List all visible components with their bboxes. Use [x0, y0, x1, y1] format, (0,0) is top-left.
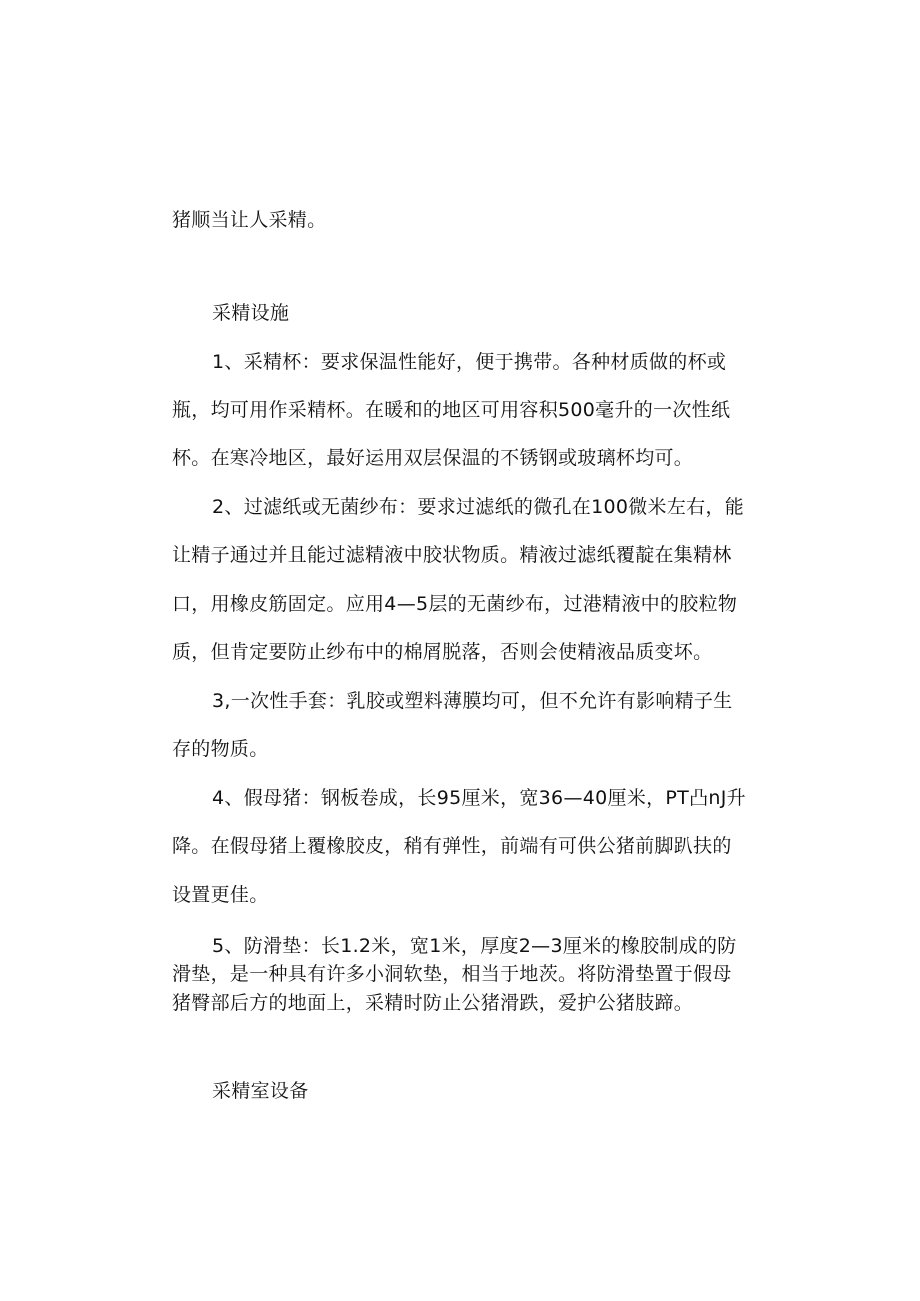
section-heading-facilities: 采精设施: [212, 302, 290, 324]
paragraph-line: 让精子通过并且能过滤精液中胶状物质。精液过滤纸覆靛在集精林: [172, 544, 732, 566]
paragraph-line: 降。在假母猪上覆橡胶皮，稍有弹性，前端有可供公猪前脚趴扶的: [172, 835, 732, 857]
paragraph-line: 滑垫，是一种具有许多小洞软垫，相当于地茨。将防滑垫置于假母: [172, 963, 732, 985]
paragraph-line: 2、过滤纸或无菌纱布：要求过滤纸的微孔在100微米左右，能: [212, 496, 745, 518]
paragraph-line: 杯。在寒冷地区，最好运用双层保温的不锈钢或玻璃杯均可。: [172, 447, 694, 469]
paragraph-line: 存的物质。: [172, 738, 269, 760]
paragraph-line: 设置更佳。: [172, 884, 269, 906]
paragraph-line: 3,一次性手套：乳胶或塑料薄膜均可，但不允许有影响精子生: [212, 690, 733, 712]
paragraph-line: 猪顺当让人采精。: [172, 209, 327, 231]
paragraph-line: 4、假母猪：钢板卷成，长95厘米，宽36—40厘米，PT凸nJ升: [212, 787, 746, 809]
paragraph-line: 口，用橡皮筋固定。应用4—5层的无菌纱布，过港精液中的胶粒物: [172, 593, 738, 615]
paragraph-line: 质，但肯定要防止纱布中的棉屑脱落，否则会使精液品质变坏。: [172, 641, 713, 663]
paragraph-line: 猪臀部后方的地面上，采精时防止公猪滑跌，爱护公猪肢蹄。: [172, 992, 694, 1014]
section-heading-room-equipment: 采精室设备: [212, 1080, 309, 1102]
paragraph-line: 5、防滑垫：长1.2米，宽1米，厚度2—3厘米的橡胶制成的防: [212, 935, 737, 957]
paragraph-line: 瓶，均可用作采精杯。在暖和的地区可用容积500毫升的一次性纸: [172, 399, 731, 421]
paragraph-line: 1、采精杯：要求保温性能好，便于携带。各种材质做的杯或: [212, 351, 727, 373]
